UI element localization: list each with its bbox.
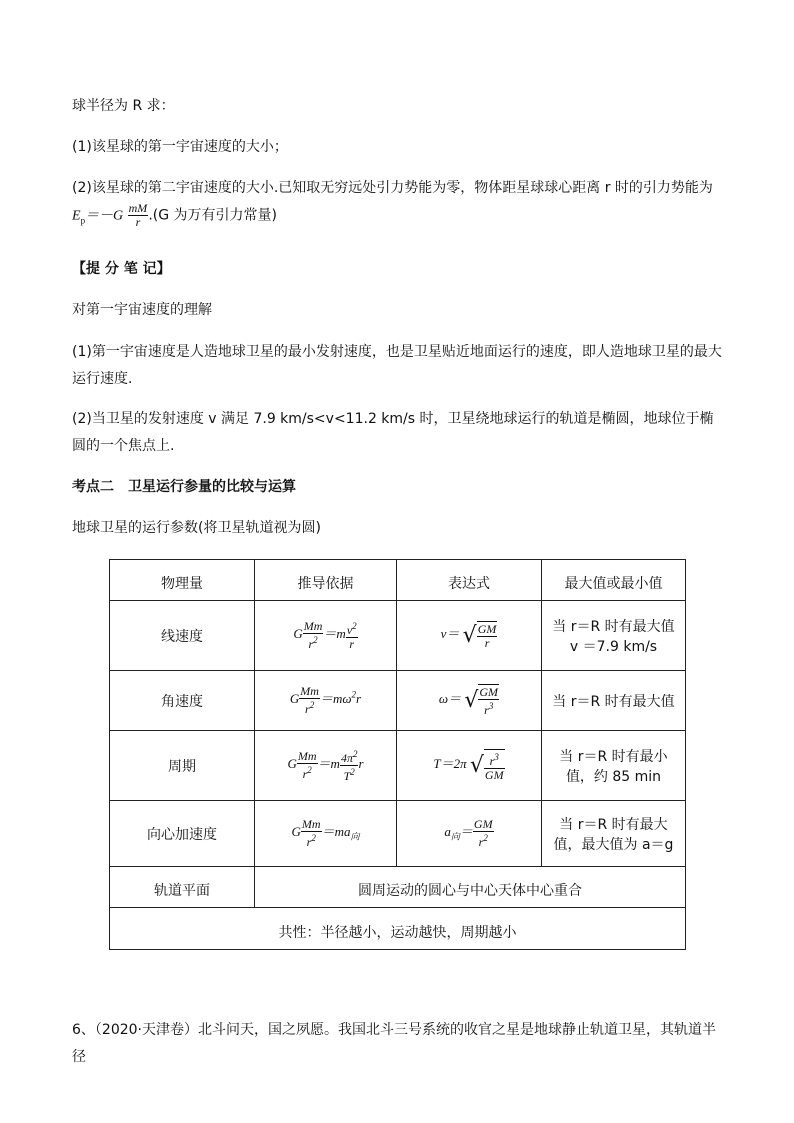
- potential-energy-subscript: p: [80, 215, 86, 226]
- table-row: [110, 601, 686, 671]
- section-heading: 考点二 卫星运行参量的比较与运算: [72, 479, 296, 495]
- question-part-2-text: (2)该星球的第二宇宙速度的大小.已知取无穷远处引力势能为零，物体距星球球心距离 r 时的引力势能为: [72, 180, 713, 196]
- common-text: 共性：半径越小，运动越快，周期越小: [110, 908, 686, 950]
- notes-title: 对第一宇宙速度的理解: [72, 302, 212, 318]
- question-6: 6、（2020·天津卷）北斗问天，国之夙愿。我国北斗三号系统的收官之星是地球静止轨道卫星，其轨道半径: [72, 1022, 716, 1065]
- header-expression: 表达式: [397, 560, 542, 601]
- fraction-numerator: mM: [128, 201, 148, 215]
- potential-energy-rhs: ＝－G: [85, 208, 124, 224]
- notes-heading: 【提 分 笔 记】: [72, 261, 171, 277]
- expression-formula: $a_向=$ $\frac{GM}{r^2}$: [397, 801, 542, 867]
- header-quantity: 物理量: [110, 560, 255, 601]
- table-header-row: [110, 560, 686, 601]
- question-part-2-tail: .(G 为万有引力常量): [148, 207, 277, 224]
- orbit-plane-label: 轨道平面: [110, 867, 255, 908]
- orbit-plane-row: [110, 867, 686, 908]
- fraction-denominator: r: [135, 215, 141, 229]
- potential-energy-symbol: E: [72, 208, 81, 224]
- intro-line: 球半径为 R 求：: [72, 98, 175, 114]
- table-caption: 地球卫星的运行参数(将卫星轨道视为圆): [72, 520, 321, 536]
- row-extreme: 当 r＝R 时有最大值: [542, 671, 686, 731]
- row-name: 周期: [110, 731, 255, 801]
- table-row: [110, 671, 686, 731]
- derivation-formula: G $\frac{Mm}{r^2}$ ＝m $\frac{4\pi^2}{T^2}$ r: [255, 731, 397, 801]
- expression-formula: v＝ √ $\frac{GM}{r}$: [397, 601, 542, 671]
- notes-point-2: (2)当卫星的发射速度 v 满足 7.9 km/s<v<11.2 km/s 时，卫星绕地球运行的轨道是椭圆，地球位于椭圆的一个焦点上.: [72, 411, 714, 454]
- expression-formula: ω＝ √ $\frac{GM}{r^3}$: [397, 671, 542, 731]
- common-row: [110, 908, 686, 950]
- derivation-formula: G $\frac{Mm}{r^2}$ $=ma_向$: [255, 801, 397, 867]
- expression-formula: T＝2π √ $\frac{r^3}{GM}$: [397, 731, 542, 801]
- table-row: [110, 801, 686, 867]
- table-row: [110, 731, 686, 801]
- row-extreme: 当 r＝R 时有最大值 v ＝7.9 km/s: [542, 601, 686, 671]
- derivation-formula: G $\frac{Mm}{r^2}$ $=m\omega^2r$: [255, 671, 397, 731]
- question-part-1: (1)该星球的第一宇宙速度的大小；: [72, 139, 288, 155]
- row-name: 向心加速度: [110, 801, 255, 867]
- notes-point-1: (1)第一宇宙速度是人造地球卫星的最小发射速度，也是卫星贴近地面运行的速度，即人造地球卫星的最大运行速度.: [72, 344, 722, 387]
- row-name: 角速度: [110, 671, 255, 731]
- question-part-2: [72, 175, 724, 234]
- header-derivation: 推导依据: [255, 560, 397, 601]
- orbit-plane-text: 圆周运动的圆心与中心天体中心重合: [255, 867, 686, 908]
- row-extreme: 当 r＝R 时有最大值，最大值为 a＝g: [542, 801, 686, 867]
- row-extreme: 当 r＝R 时有最小值，约 85 min: [542, 731, 686, 801]
- satellite-parameters-table: [109, 559, 686, 950]
- potential-energy-fraction: [128, 202, 149, 229]
- header-extreme: 最大值或最小值: [542, 560, 686, 601]
- row-name: 线速度: [110, 601, 255, 671]
- derivation-formula: G $\frac{Mm}{r^2}$ ＝m $\frac{v^2}{r}$: [255, 601, 397, 671]
